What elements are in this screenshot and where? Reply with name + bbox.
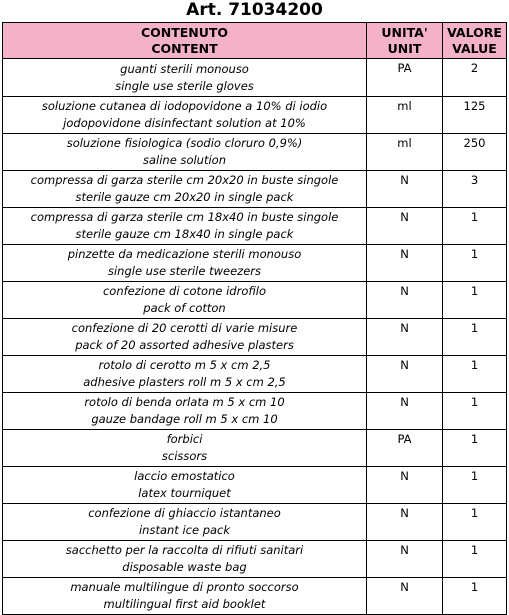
item-unit: N [367,171,443,208]
item-value: 125 [443,97,507,134]
table-row [3,393,507,430]
table-body [3,59,507,615]
item-name-it: pinzette da medicazione sterili monouso [67,247,302,261]
header-unit-en: UNIT [387,40,422,56]
header-content-it: CONTENUTO [140,24,229,40]
item-description [3,245,367,282]
item-name-it: sacchetto per la raccolta di rifiuti sanitari [65,543,304,557]
item-unit: N [367,541,443,578]
item-name-it: rotolo di benda orlata m 5 x cm 10 [84,395,285,409]
item-value: 3 [443,171,507,208]
item-value: 2 [443,59,507,97]
header-value [443,23,507,59]
item-name-en: saline solution [143,153,226,167]
item-unit: ml [367,97,443,134]
table-row [3,97,507,134]
item-name-en: scissors [161,449,208,463]
item-value: 1 [443,467,507,504]
item-description [3,134,367,171]
item-unit: PA [367,59,443,97]
item-unit: N [367,393,443,430]
item-value: 1 [443,578,507,615]
item-unit: N [367,356,443,393]
item-name-en: single use sterile tweezers [107,264,262,278]
item-description [3,319,367,356]
contents-table [2,22,507,615]
table-row [3,578,507,615]
item-description [3,504,367,541]
item-name-en: pack of 20 assorted adhesive plasters [75,338,294,352]
header-content-en: CONTENT [151,40,218,56]
item-value: 1 [443,356,507,393]
item-name-en: latex tourniquet [138,486,231,500]
table-row [3,208,507,245]
item-description [3,356,367,393]
item-name-it: soluzione cutanea di iodopovidone a 10% di iodio [41,99,328,113]
item-description [3,393,367,430]
item-value: 1 [443,504,507,541]
header-unit-it: UNITA' [381,24,428,40]
item-name-en: single use sterile gloves [115,78,254,93]
table-row [3,430,507,467]
item-description [3,97,367,134]
table-row [3,171,507,208]
item-name-en: adhesive plasters roll m 5 x cm 2,5 [83,375,286,389]
item-name-it: compressa di garza sterile cm 18x40 in buste singole [30,210,339,224]
header-content [3,23,367,59]
document-title: Art. 71034200 [186,0,323,20]
item-name-en: sterile gauze cm 20x20 in single pack [75,190,294,204]
item-description [3,59,367,97]
header-unit [367,23,443,59]
item-name-it: forbici [166,432,203,446]
item-description [3,208,367,245]
item-name-en: multilingual first aid booklet [103,597,266,611]
item-unit: PA [367,430,443,467]
item-unit: N [367,208,443,245]
item-unit: ml [367,134,443,171]
item-unit: N [367,578,443,615]
item-value: 1 [443,245,507,282]
item-unit: N [367,282,443,319]
item-name-en: gauze bandage roll m 5 x cm 10 [91,412,278,426]
item-name-it: rotolo di cerotto m 5 x cm 2,5 [98,358,271,372]
table-row [3,504,507,541]
item-unit: N [367,467,443,504]
item-value: 1 [443,393,507,430]
item-value: 1 [443,282,507,319]
item-name-it: laccio emostatico [134,469,235,483]
item-value: 1 [443,208,507,245]
header-value-it: VALORE [447,24,502,40]
item-description [3,467,367,504]
item-unit: N [367,504,443,541]
item-name-it: confezione di 20 cerotti di varie misure [71,321,298,335]
item-name-it: manuale multilingue di pronto soccorso [70,580,299,594]
item-name-en: instant ice pack [138,523,231,537]
table-row [3,541,507,578]
table-header [3,23,507,59]
item-value: 1 [443,319,507,356]
item-description [3,282,367,319]
header-row [3,23,507,59]
item-value: 1 [443,541,507,578]
item-name-it: compressa di garza sterile cm 20x20 in buste singole [30,173,339,187]
table-row [3,282,507,319]
item-name-en: disposable waste bag [122,560,247,574]
item-name-en: sterile gauze cm 18x40 in single pack [75,227,294,241]
table-row [3,59,507,97]
table-row [3,134,507,171]
item-name-it: guanti sterili monouso [120,61,249,76]
item-name-it: soluzione fisiologica (sodio cloruro 0,9%) [66,136,303,150]
table-row [3,245,507,282]
item-name-it: confezione di ghiaccio istantaneo [88,506,281,520]
item-unit: N [367,319,443,356]
table-row [3,356,507,393]
item-description [3,430,367,467]
item-value: 1 [443,430,507,467]
item-description [3,578,367,615]
item-name-en: pack of cotton [143,301,226,315]
item-description [3,541,367,578]
item-description [3,171,367,208]
item-name-en: jodopovidone disinfectant solution at 10% [63,116,306,130]
item-unit: N [367,245,443,282]
table-row [3,467,507,504]
header-value-en: VALUE [452,40,497,56]
item-value: 250 [443,134,507,171]
item-name-it: confezione di cotone idrofilo [102,284,267,298]
table-row [3,319,507,356]
